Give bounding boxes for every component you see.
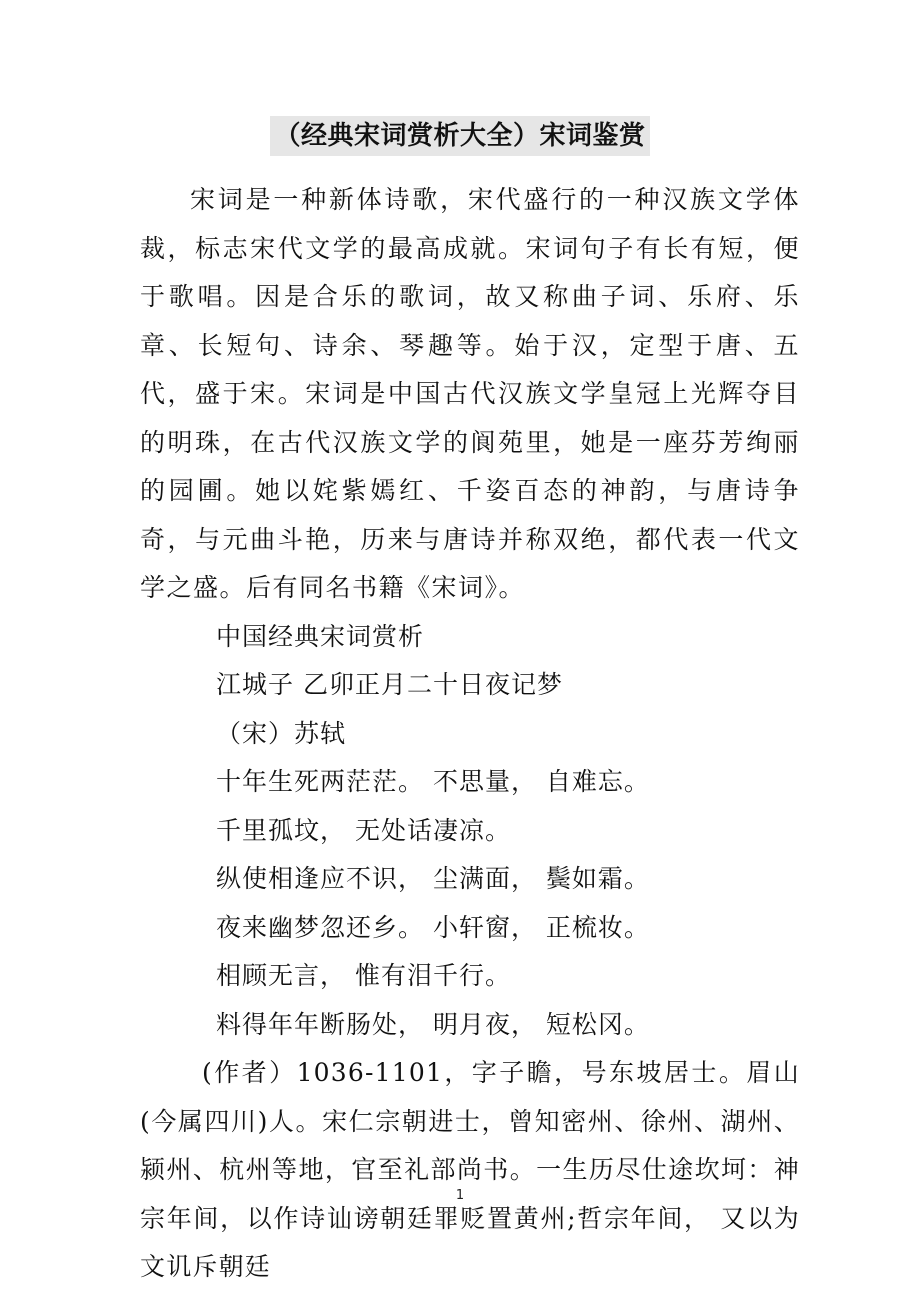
poem-line: 相顾无言， 惟有泪千行。 xyxy=(216,961,511,990)
intro-paragraph: 宋词是一种新体诗歌，宋代盛行的一种汉族文学体裁，标志宋代文学的最高成就。宋词句子有长有短，便于歌唱。因是合乐的歌词，故又称曲子词、乐府、乐章、长短句、诗余、琴趣等。始于汉，定型于唐、五代，盛于宋。宋词是中国古代汉族文学皇冠上光辉夺目的明珠，在古代汉族文学的阆苑里，她是一座芬芳绚丽的园圃。她以姹紫嫣红、千姿百态的神韵，与唐诗争奇，与元曲斗艳，历来与唐诗并称双绝，都代表一代文学之盛。后有同名书籍《宋词》。 xyxy=(140,185,800,602)
poem-line: 纵使相逢应不识， 尘满面， 鬓如霜。 xyxy=(216,864,650,893)
poem-line: 千里孤坟， 无处话凄凉。 xyxy=(216,815,511,845)
document-body xyxy=(140,176,800,1292)
poem-title: 江城子 乙卯正月二十日夜记梦 xyxy=(216,670,563,699)
page-number: 1 xyxy=(455,1188,465,1203)
title-container xyxy=(0,116,920,156)
author-note-paragraph: (作者）1036-1101，字子瞻，号东坡居士。眉山(今属四川)人。宋仁宗朝进士，曾知密州、徐州、湖州、颍州、杭州等地，官至礼部尚书。一生历尽仕途坎坷：神宗年间，以作诗讪谤朝廷罪贬置黄州;哲宗年间， 又以为文讥斥朝廷 xyxy=(140,1058,800,1281)
document-title: （经典宋词赏析大全）宋词鉴赏 xyxy=(270,116,649,156)
poem-line: 夜来幽梦忽还乡。 小轩窗， 正梳妆。 xyxy=(216,912,650,942)
poem-line: 十年生死两茫茫。 不思量， 自难忘。 xyxy=(216,767,650,796)
poem-line: 料得年年断肠处， 明月夜， 短松冈。 xyxy=(216,1009,650,1039)
section-heading: 中国经典宋词赏析 xyxy=(216,621,425,651)
poem-author: （宋）苏轼 xyxy=(216,718,347,748)
